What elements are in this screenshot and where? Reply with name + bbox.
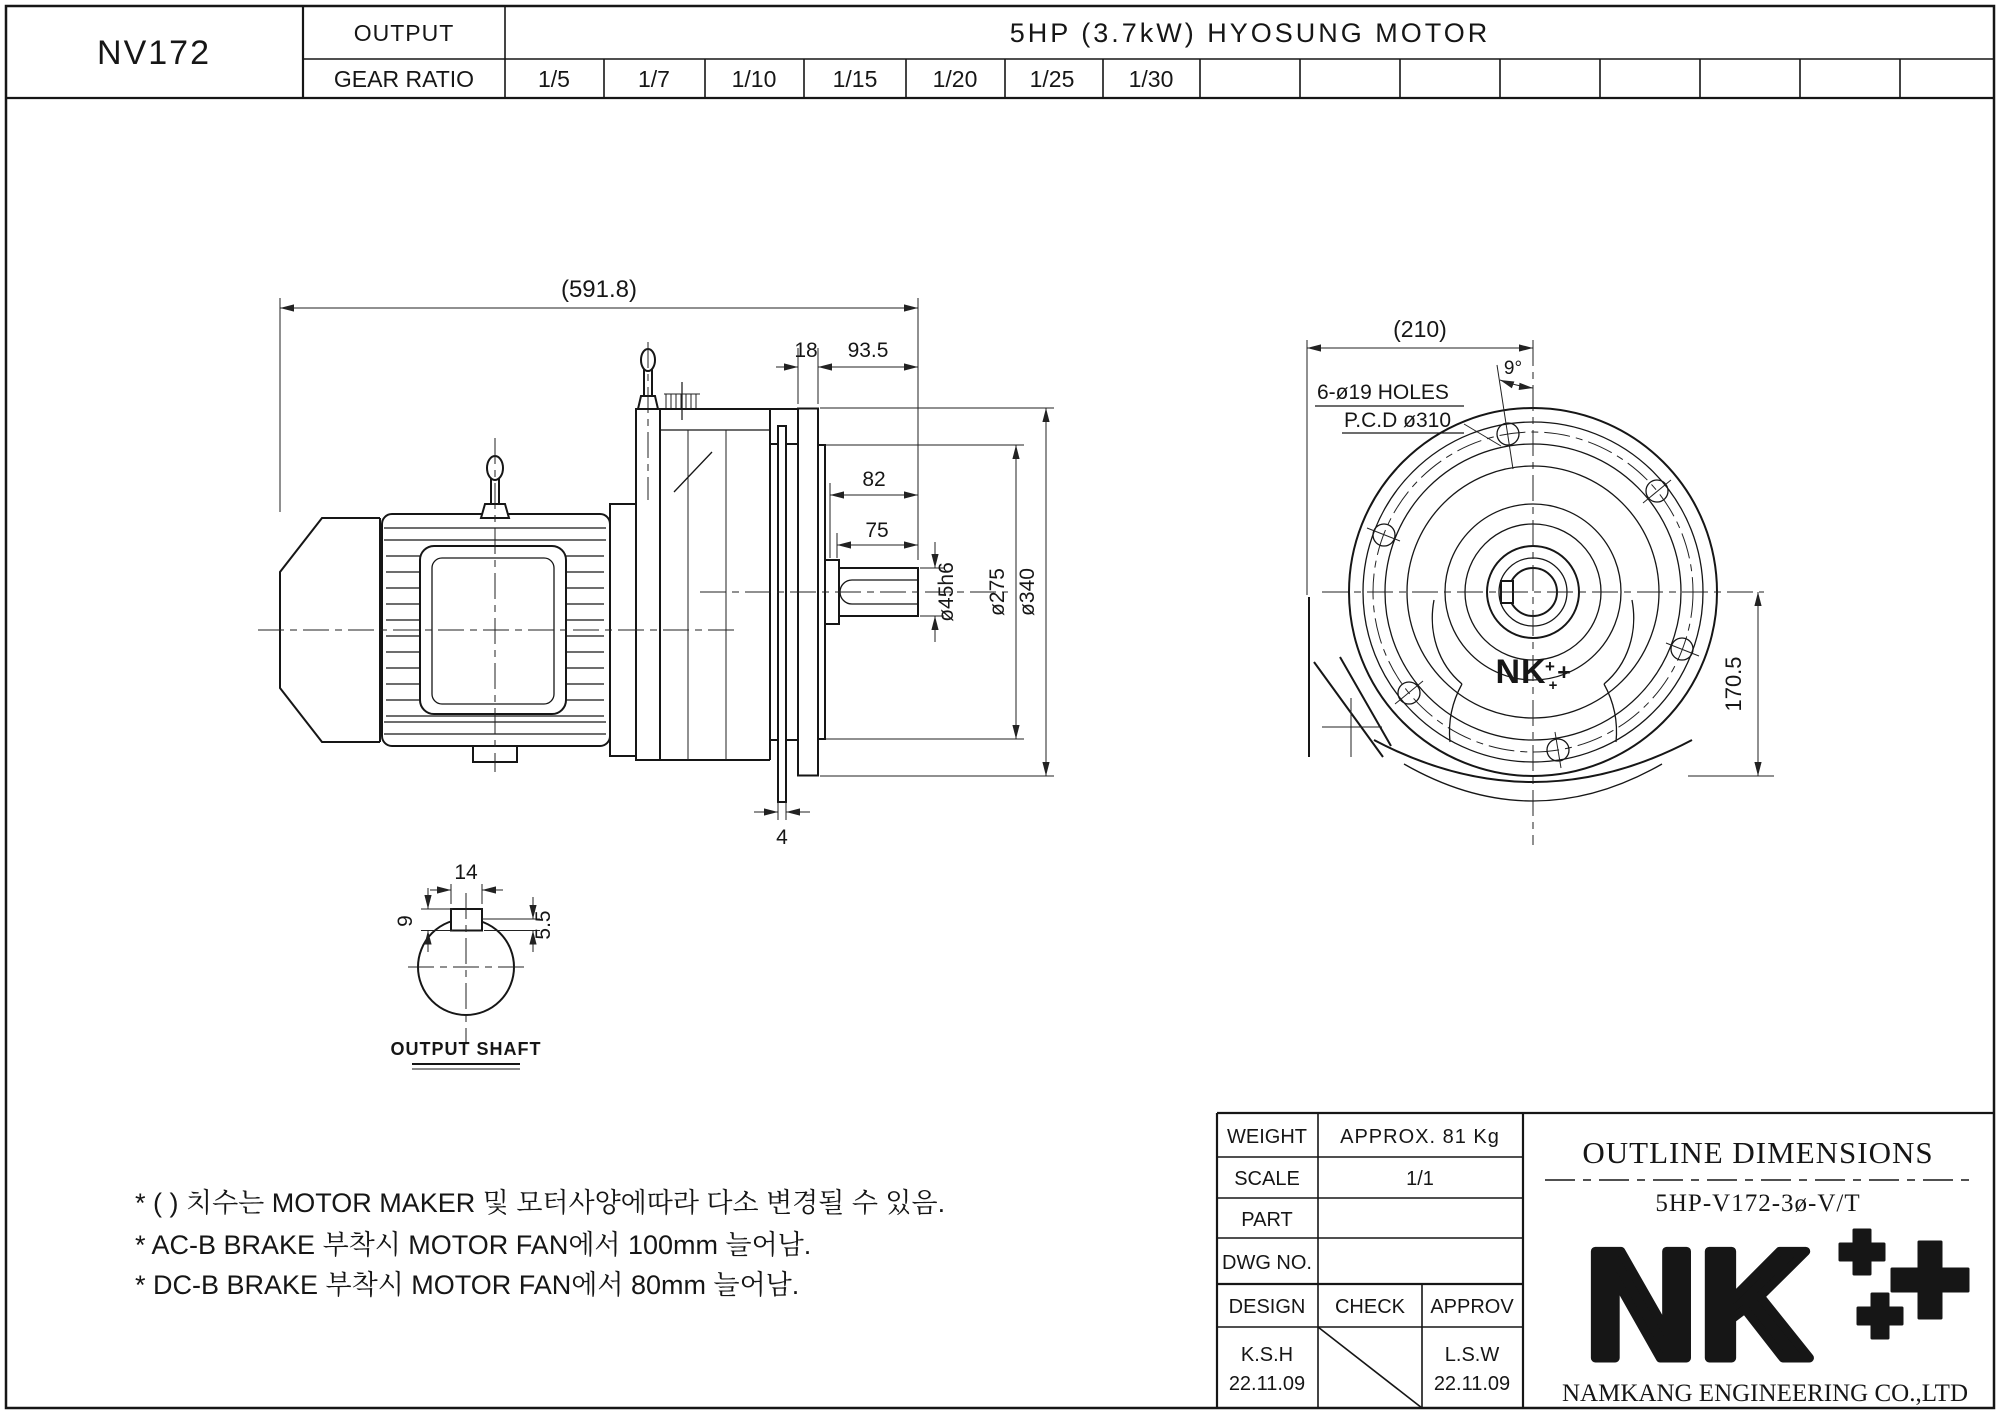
side-view bbox=[258, 276, 1054, 849]
cast-logo bbox=[1495, 653, 1570, 694]
approv-name: L.S.W bbox=[1444, 1344, 1500, 1366]
dim-170-5: 170.5 bbox=[1721, 656, 1746, 712]
check-cell-diagonal bbox=[1318, 1327, 1422, 1408]
dim-keyway-right: 5.5 bbox=[532, 910, 555, 940]
gear-ratio-label: GEAR RATIO bbox=[333, 66, 475, 92]
company-name: NAMKANG ENGINEERING CO.,LTD bbox=[1562, 1380, 1968, 1407]
notes bbox=[135, 1188, 945, 1300]
weight-value: APPROX. 81 Kg bbox=[1340, 1126, 1500, 1148]
ratio-1-7: 1/7 bbox=[638, 66, 670, 92]
dim-spigot-dia: ø275 bbox=[986, 568, 1009, 616]
dim-flange-dia: ø340 bbox=[1016, 568, 1039, 616]
dim-front-width: (210) bbox=[1393, 316, 1447, 342]
note-line3: * DC-B BRAKE 부착시 MOTOR FAN에서 80mm 늘어남. bbox=[135, 1270, 800, 1300]
dim-keyway-left: 9 bbox=[394, 915, 417, 927]
terminal-bracket bbox=[1309, 597, 1391, 757]
mount-plate-4mm bbox=[778, 426, 786, 802]
ratio-1-15: 1/15 bbox=[832, 66, 878, 92]
cast-logo-nk: NK bbox=[1495, 653, 1547, 691]
note-line2: * AC-B BRAKE 부착시 MOTOR FAN에서 100mm 늘어남. bbox=[135, 1230, 812, 1260]
drawing-title: 5HP (3.7kW) HYOSUNG MOTOR bbox=[1009, 18, 1491, 48]
scale-value: 1/1 bbox=[1406, 1168, 1434, 1190]
dim-shaft-extension: 93.5 bbox=[847, 339, 889, 362]
model-number: NV172 bbox=[97, 34, 211, 72]
title-block bbox=[1217, 1113, 1994, 1408]
cast-logo-cross2: + bbox=[1557, 659, 1571, 685]
approv-date: 22.11.09 bbox=[1433, 1373, 1511, 1395]
front-view bbox=[1307, 316, 1774, 845]
cast-logo-cross3: + bbox=[1548, 677, 1558, 694]
output-shaft-detail bbox=[391, 861, 556, 1069]
output-label: OUTPUT bbox=[353, 20, 455, 46]
cast-logo-cross1: + bbox=[1545, 657, 1555, 676]
ratio-1-20: 1/20 bbox=[932, 66, 978, 92]
dim-82: 82 bbox=[862, 468, 886, 491]
design-name: K.S.H bbox=[1240, 1344, 1294, 1366]
approv-label: APPROV bbox=[1430, 1296, 1514, 1318]
company-logo-nk: NK bbox=[1585, 1218, 1813, 1391]
company-logo-crosses bbox=[1840, 1230, 1968, 1338]
holes-note-line1: 6-ø19 HOLES bbox=[1317, 381, 1449, 404]
gear-ratio-values bbox=[538, 66, 1173, 92]
holes-note-line2: P.C.D ø310 bbox=[1344, 409, 1451, 432]
note-line1: * ( ) 치수는 MOTOR MAKER 및 모터사양에따라 다소 변경될 수 있음. bbox=[135, 1188, 946, 1218]
dim-hole-angle: 9° bbox=[1503, 358, 1523, 379]
check-label: CHECK bbox=[1334, 1296, 1406, 1318]
dim-key-width: 14 bbox=[454, 861, 478, 884]
ratio-1-30: 1/30 bbox=[1128, 66, 1174, 92]
bolt-heads bbox=[664, 382, 700, 420]
motor-body bbox=[382, 514, 610, 762]
design-date: 22.11.09 bbox=[1228, 1373, 1306, 1395]
doc-title: OUTLINE DIMENSIONS bbox=[1582, 1135, 1934, 1170]
dim-shaft-dia: ø45h6 bbox=[935, 562, 958, 622]
design-label: DESIGN bbox=[1228, 1296, 1306, 1318]
weight-label: WEIGHT bbox=[1227, 1126, 1307, 1148]
company-panel bbox=[1545, 1135, 1972, 1407]
ratio-1-10: 1/10 bbox=[731, 66, 777, 92]
output-shaft-label: OUTPUT SHAFT bbox=[390, 1039, 542, 1059]
dim-75: 75 bbox=[865, 519, 889, 542]
part-label: PART bbox=[1241, 1209, 1293, 1231]
gear-ratio-cell-dividers bbox=[604, 59, 1900, 98]
dim-flange-thickness: 18 bbox=[794, 339, 818, 362]
scale-label: SCALE bbox=[1234, 1168, 1300, 1190]
dim-overall-length: (591.8) bbox=[560, 276, 638, 303]
gear-input-housing bbox=[636, 409, 660, 760]
dim-plate-thickness: 4 bbox=[776, 826, 788, 849]
dwg-no-label: DWG NO. bbox=[1222, 1252, 1312, 1274]
ratio-1-25: 1/25 bbox=[1029, 66, 1075, 92]
ratio-1-5: 1/5 bbox=[538, 66, 570, 92]
doc-code: 5HP-V172-3ø-V/T bbox=[1655, 1190, 1861, 1217]
header-table bbox=[6, 6, 1994, 98]
